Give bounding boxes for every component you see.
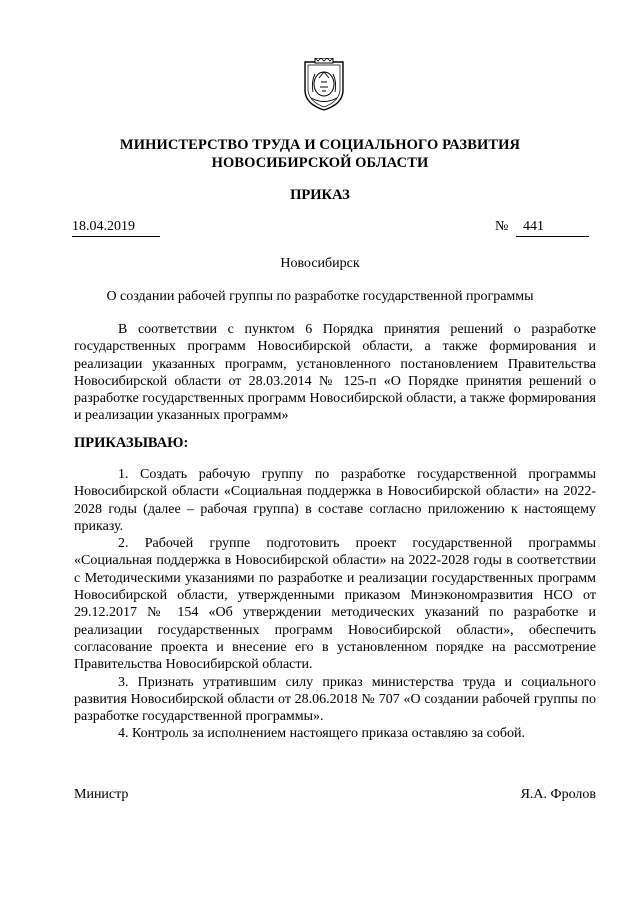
order-item: 3. Признать утратившим силу приказ министерства труда и социального развития Новосибирской области от 28.06.2018 № 707 «О создании рабочей группы по разработке государственной программы». xyxy=(74,674,596,725)
order-item: 2. Рабочей группе подготовить проект государственной программы «Социальная поддержка в Новосибирской области» на 2022-2028 годы в соответствии с Методическими указаниями по разработке и реализации государственных программ Новосибирской области, утвержденными приказом Минэкономразвития НСО от 29.12.2017 № 154 «Об утверждении методических указаний по разработке и реализации государственных программ Новосибирской области», обеспечить согласование проекта и внесение его в установленном порядке на рассмотрение Правительства Новосибирской области. xyxy=(74,536,596,673)
order-items xyxy=(74,466,596,743)
organization-name-line1: МИНИСТЕРСТВО ТРУДА И СОЦИАЛЬНОГО РАЗВИТИЯ xyxy=(119,137,521,153)
document-number: 441 xyxy=(516,219,589,237)
preamble-text: В соответствии с пунктом 6 Порядка принятия решений о разработке государственных программ Новосибирской области, а также формирования и реализации указанных программ, установленного постановлением Правительства Новосибирской области от 28.03.2014 № 125-п «О Порядке принятия решений о разработке государственных программ Новосибирской области, а также формирования и реализации указанных программ» xyxy=(74,322,596,424)
order-item: 4. Контроль за исполнением настоящего приказа оставляю за собой. xyxy=(118,726,526,742)
document-date: 18.04.2019 xyxy=(72,219,160,237)
city: Новосибирск xyxy=(280,256,360,271)
signature-name: Я.А. Фролов xyxy=(520,787,596,802)
document-subject: О создании рабочей группы по разработке государственной программы xyxy=(106,289,534,304)
organization-name-line2: НОВОСИБИРСКОЙ ОБЛАСТИ xyxy=(211,155,429,171)
order-heading: ПРИКАЗЫВАЮ: xyxy=(74,435,189,451)
document-type: ПРИКАЗ xyxy=(290,187,350,203)
coat-of-arms-icon xyxy=(301,58,347,112)
signature-position: Министр xyxy=(74,787,129,802)
order-item: 1. Создать рабочую группу по разработке государственной программы Новосибирской области «Социальная поддержка в Новосибирской области» на 2022-2028 годы (далее – рабочая группа) в составе согласно приложению к настоящему приказу. xyxy=(74,467,596,534)
preamble xyxy=(74,321,596,425)
number-label: № xyxy=(495,219,509,234)
